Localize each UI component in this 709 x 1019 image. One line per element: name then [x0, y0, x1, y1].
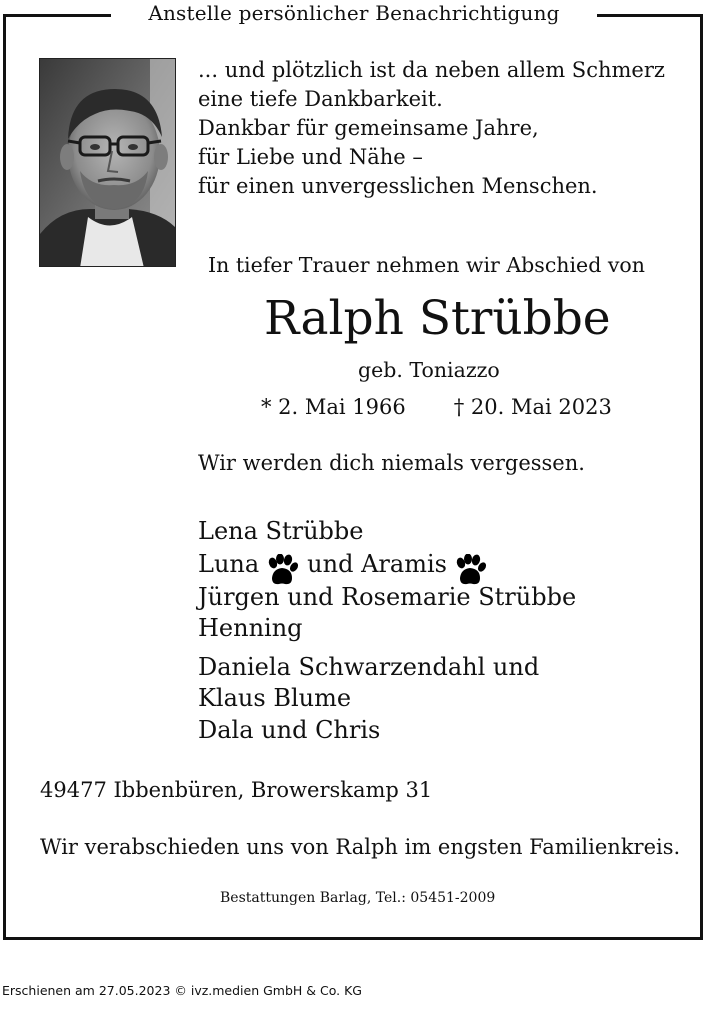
paw-print-icon	[265, 554, 299, 588]
deceased-name: Ralph Strübbe	[264, 291, 611, 346]
family-member: Klaus Blume	[198, 684, 352, 712]
family-member: Lena Strübbe	[198, 517, 364, 545]
family-list	[198, 516, 576, 746]
poem-line: Dankbar für gemeinsame Jahre,	[198, 116, 539, 140]
poem-line: für einen unvergesslichen Menschen.	[198, 174, 598, 198]
memorial-line: Wir werden dich niemals vergessen.	[198, 451, 585, 475]
funeral-home: Bestattungen Barlag, Tel.: 05451-2009	[220, 890, 496, 906]
address: 49477 Ibbenbüren, Browerskamp 31	[40, 778, 433, 802]
pet-name-luna: Luna	[198, 549, 260, 578]
paw-print-icon	[453, 554, 487, 588]
family-member: Dala und Chris	[198, 715, 381, 744]
poem-text	[198, 56, 665, 201]
family-pets	[198, 548, 576, 582]
frame-top-line-left	[3, 14, 111, 17]
family-member: Jürgen und Rosemarie Strübbe	[198, 582, 577, 611]
farewell-text: Wir verabschieden uns von Ralph im engsten Familienkreis.	[40, 835, 681, 859]
portrait-photo	[39, 58, 176, 267]
family-member: Daniela Schwarzendahl und	[198, 652, 540, 681]
poem-line: eine tiefe Dankbarkeit.	[198, 87, 443, 111]
intro-text: In tiefer Trauer nehmen wir Abschied von	[208, 253, 645, 277]
notice-header: Anstelle persönlicher Benachrichtigung	[148, 1, 560, 25]
publication-footer: Erschienen am 27.05.2023 © ivz.medien GmbH & Co. KG	[2, 983, 362, 998]
poem-line: ... und plötzlich ist da neben allem Schmerz	[198, 58, 665, 82]
life-dates	[261, 395, 612, 419]
birth-name: geb. Toniazzo	[358, 358, 500, 382]
birth-date: * 2. Mai 1966	[261, 395, 406, 419]
family-member: Henning	[198, 614, 303, 642]
death-date: † 20. Mai 2023	[453, 395, 612, 419]
pet-name-aramis: und Aramis	[307, 549, 447, 578]
frame-top-line-right	[597, 14, 703, 17]
poem-line: für Liebe und Nähe –	[198, 145, 423, 169]
